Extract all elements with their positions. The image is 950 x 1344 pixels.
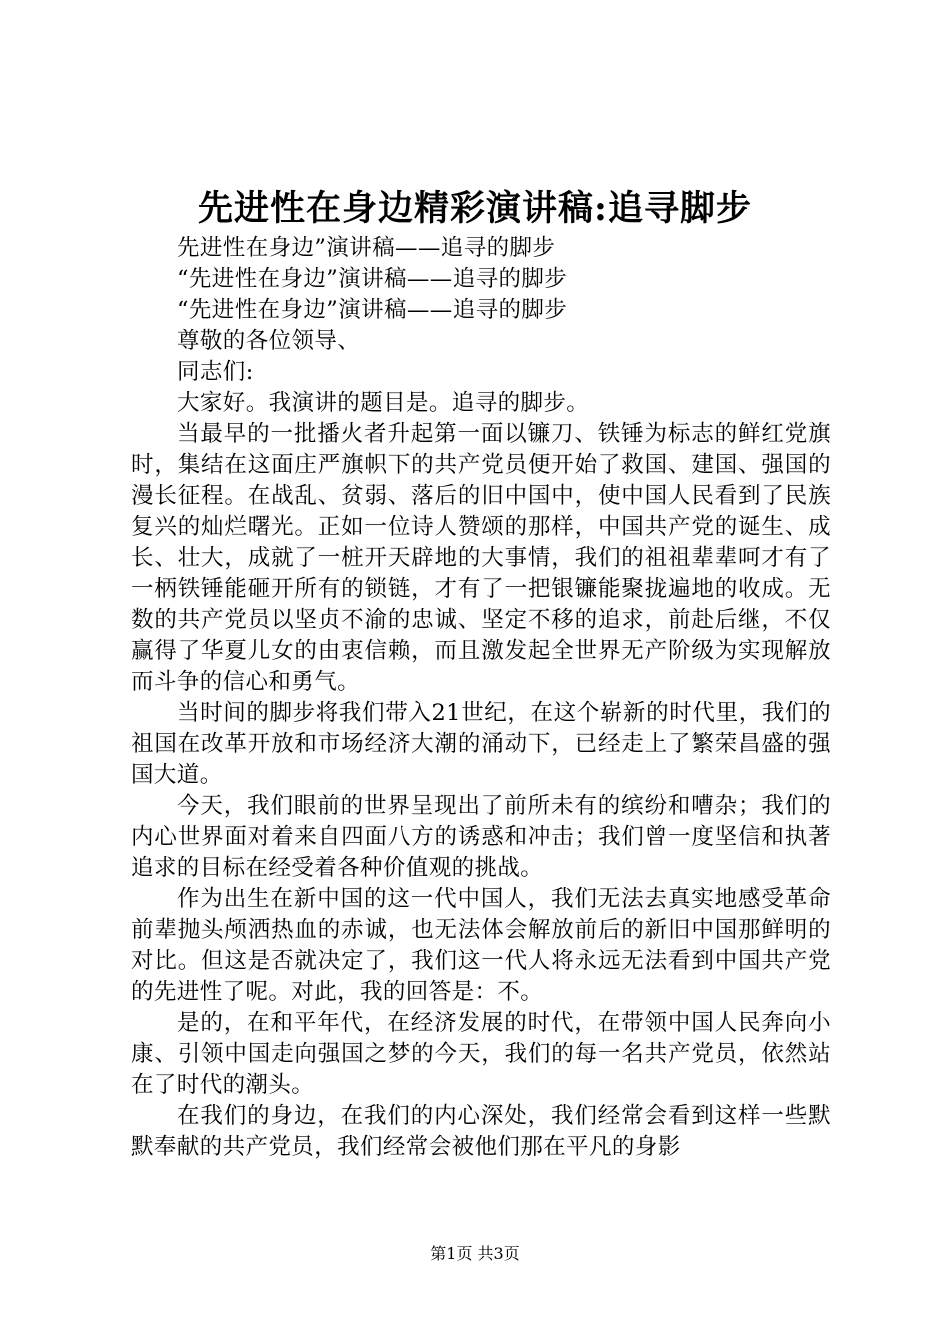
paragraph: “先进性在身边”演讲稿——追寻的脚步 xyxy=(177,266,568,292)
paragraph: 作为出生在新中国的这一代中国人，我们无法去真实地感受革命前辈抛头颅洒热血的赤诚，也无法体会解放前后的新旧中国那鲜明的对比。但这是否就决定了，我们这一代人将永远无法看到中国共产党的先进性了呢。对此，我的回答是：不。 xyxy=(131,886,831,1005)
paragraph: 是的，在和平年代，在经济发展的时代，在带领中国人民奔向小康、引领中国走向强国之梦的今天，我们的每一名共产党员，依然站在了时代的潮头。 xyxy=(131,1010,831,1098)
paragraph: 当最早的一批播火者升起第一面以镰刀、铁锤为标志的鲜红党旗时，集结在这面庄严旗帜下的共产党员便开始了救国、建国、强国的漫长征程。在战乱、贫弱、落后的旧中国中，使中国人民看到了民族复兴的灿烂曙光。正如一位诗人赞颂的那样，中国共产党的诞生、成长、壮大，成就了一桩开天辟地的大事情，我们的祖祖辈辈呵才有了一柄铁锤能砸开所有的锁链，才有了一把银镰能聚拢遍地的收成。无数的共产党员以坚贞不渝的忠诚、坚定不移的追求，前赴后继，不仅赢得了华夏儿女的由衷信赖，而且激发起全世界无产阶级为实现解放而斗争的信心和勇气。 xyxy=(131,421,831,695)
paragraph: 当时间的脚步将我们带入21世纪，在这个崭新的时代里，我们的祖国在改革开放和市场经济大潮的涌动下，已经走上了繁荣昌盛的强国大道。 xyxy=(131,700,831,788)
document-body xyxy=(131,233,831,1163)
page-footer: 第1页 共3页 xyxy=(430,1244,520,1263)
paragraph: 在我们的身边，在我们的内心深处，我们经常会看到这样一些默默奉献的共产党员，我们经常会被他们那在平凡的身影 xyxy=(131,1103,831,1160)
paragraph: “先进性在身边”演讲稿——追寻的脚步 xyxy=(177,297,568,323)
paragraph: 尊敬的各位领导、 xyxy=(177,328,361,354)
paragraph: 大家好。我演讲的题目是。追寻的脚步。 xyxy=(177,390,590,416)
document-title: 先进性在身边精彩演讲稿:追寻脚步 xyxy=(198,188,752,229)
paragraph: 先进性在身边”演讲稿——追寻的脚步 xyxy=(177,235,556,261)
paragraph: 今天，我们眼前的世界呈现出了前所未有的缤纷和嘈杂；我们的内心世界面对着来自四面八方的诱惑和冲击；我们曾一度坚信和执著追求的目标在经受着各种价值观的挑战。 xyxy=(131,793,831,881)
paragraph: 同志们: xyxy=(177,359,254,385)
